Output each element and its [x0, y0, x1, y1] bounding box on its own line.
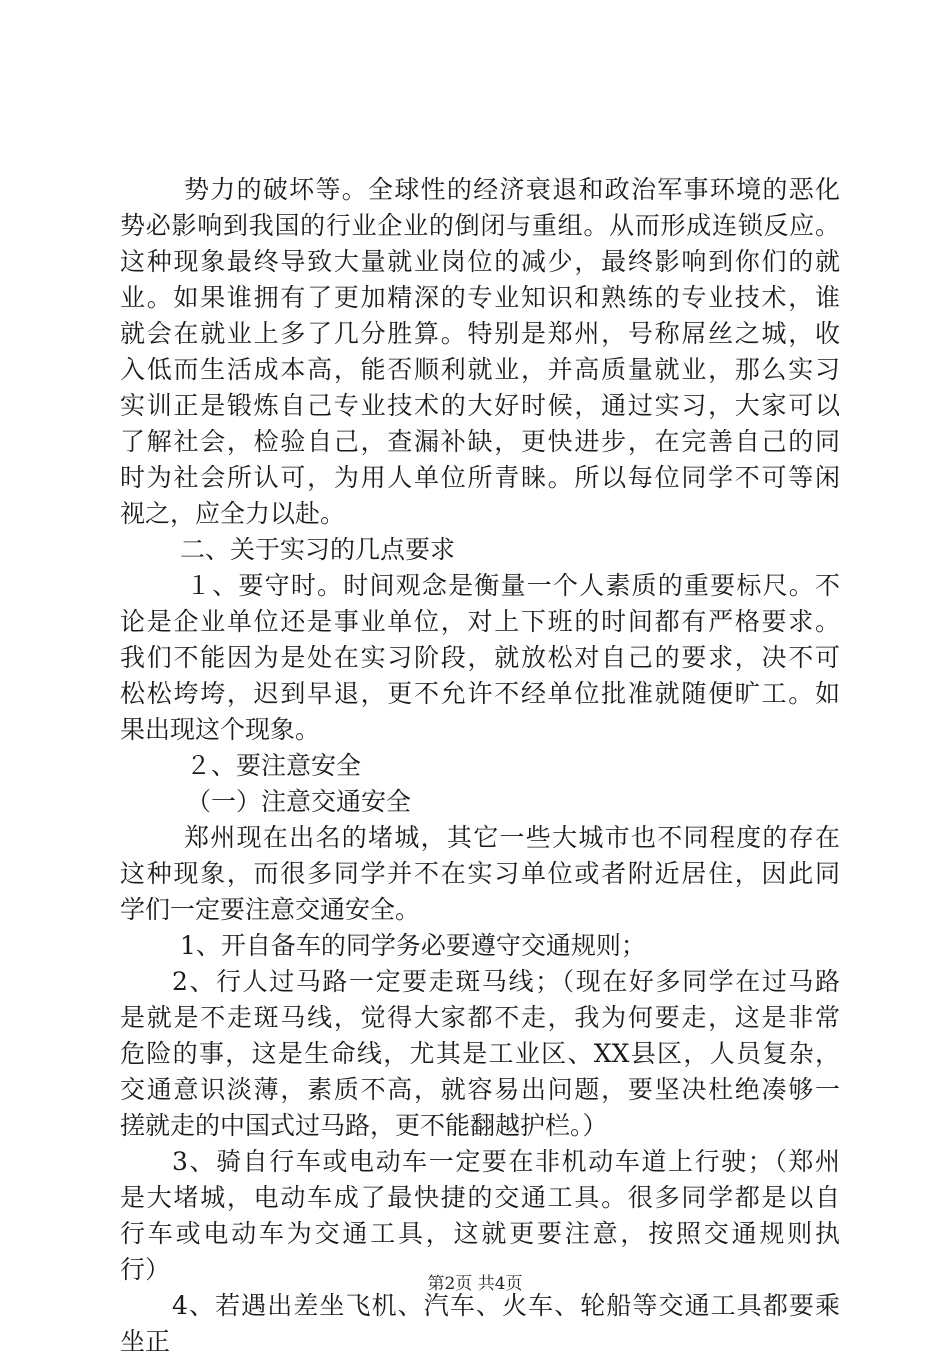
list-item: 3、骑自行车或电动车一定要在非机动车道上行驶；（郑州 [172, 1147, 840, 1176]
paragraph-line: 行） [120, 1255, 171, 1284]
paragraph-line: 我们不能因为是处在实习阶段，就放松对自己的要求，决不可 [120, 643, 840, 672]
paragraph-line: 是就是不走斑马线，觉得大家都不走，我为何要走，这是非常 [120, 1003, 840, 1032]
paragraph-line: 这种现象，而很多同学并不在实习单位或者附近居住，因此同 [120, 859, 840, 888]
list-item: 2、行人过马路一定要走斑马线；（现在好多同学在过马路 [172, 967, 840, 996]
paragraph-line: 入低而生活成本高，能否顺利就业，并高质量就业，那么实习 [120, 355, 840, 384]
paragraph-line: 势力的破坏等。全球性的经济衰退和政治军事环境的恶化 [184, 175, 840, 204]
paragraph-line: 行车或电动车为交通工具，这就更要注意，按照交通规则执 [120, 1219, 840, 1248]
paragraph-line: １、要守时。时间观念是衡量一个人素质的重要标尺。不 [186, 571, 840, 600]
paragraph-line: 交通意识淡薄，素质不高，就容易出问题，要坚决杜绝凑够一 [120, 1075, 840, 1104]
subsection-heading: （一）注意交通安全 [186, 787, 412, 816]
paragraph-line: 了解社会，检验自己，查漏补缺，更快进步，在完善自己的同 [120, 427, 840, 456]
paragraph-line: 郑州现在出名的堵城，其它一些大城市也不同程度的存在 [184, 823, 840, 852]
paragraph-line: 搓就走的中国式过马路，更不能翻越护栏。） [120, 1111, 608, 1140]
paragraph-line: 势必影响到我国的行业企业的倒闭与重组。从而形成连锁反应。 [120, 211, 840, 240]
paragraph-line: 果出现这个现象。 [120, 715, 321, 744]
section-heading: 二、关于实习的几点要求 [180, 535, 456, 564]
paragraph-line: 是大堵城，电动车成了最快捷的交通工具。很多同学都是以自 [120, 1183, 840, 1212]
document-body [120, 172, 840, 1360]
paragraph-line: 学们一定要注意交通安全。 [120, 895, 421, 924]
list-item: 4、若遇出差坐飞机、汽车、火车、轮船等交通工具都要乘 [172, 1291, 840, 1320]
page-number-footer: 第2页 共4页 [427, 1274, 523, 1294]
paragraph-line: 松松垮垮，迟到早退，更不允许不经单位批准就随便旷工。如 [120, 679, 840, 708]
paragraph-line: 坐正 [120, 1327, 171, 1356]
paragraph-line: 论是企业单位还是事业单位，对上下班的时间都有严格要求。 [120, 607, 840, 636]
paragraph-line: 就会在就业上多了几分胜算。特别是郑州，号称屌丝之城，收 [120, 319, 840, 348]
paragraph-line: 时为社会所认可，为用人单位所青睐。所以每位同学不可等闲 [120, 463, 840, 492]
paragraph-line: 视之，应全力以赴。 [120, 499, 346, 528]
paragraph-line: 业。如果谁拥有了更加精深的专业知识和熟练的专业技术，谁 [120, 283, 840, 312]
subsection-heading: ２、要注意安全 [186, 751, 362, 780]
list-item: 1、开自备车的同学务必要遵守交通规则； [180, 931, 646, 960]
paragraph-line: 危险的事，这是生命线，尤其是工业区、XX县区，人员复杂， [120, 1039, 840, 1068]
paragraph-line: 这种现象最终导致大量就业岗位的减少，最终影响到你们的就 [120, 247, 840, 276]
paragraph-line: 实训正是锻炼自己专业技术的大好时候，通过实习，大家可以 [120, 391, 840, 420]
